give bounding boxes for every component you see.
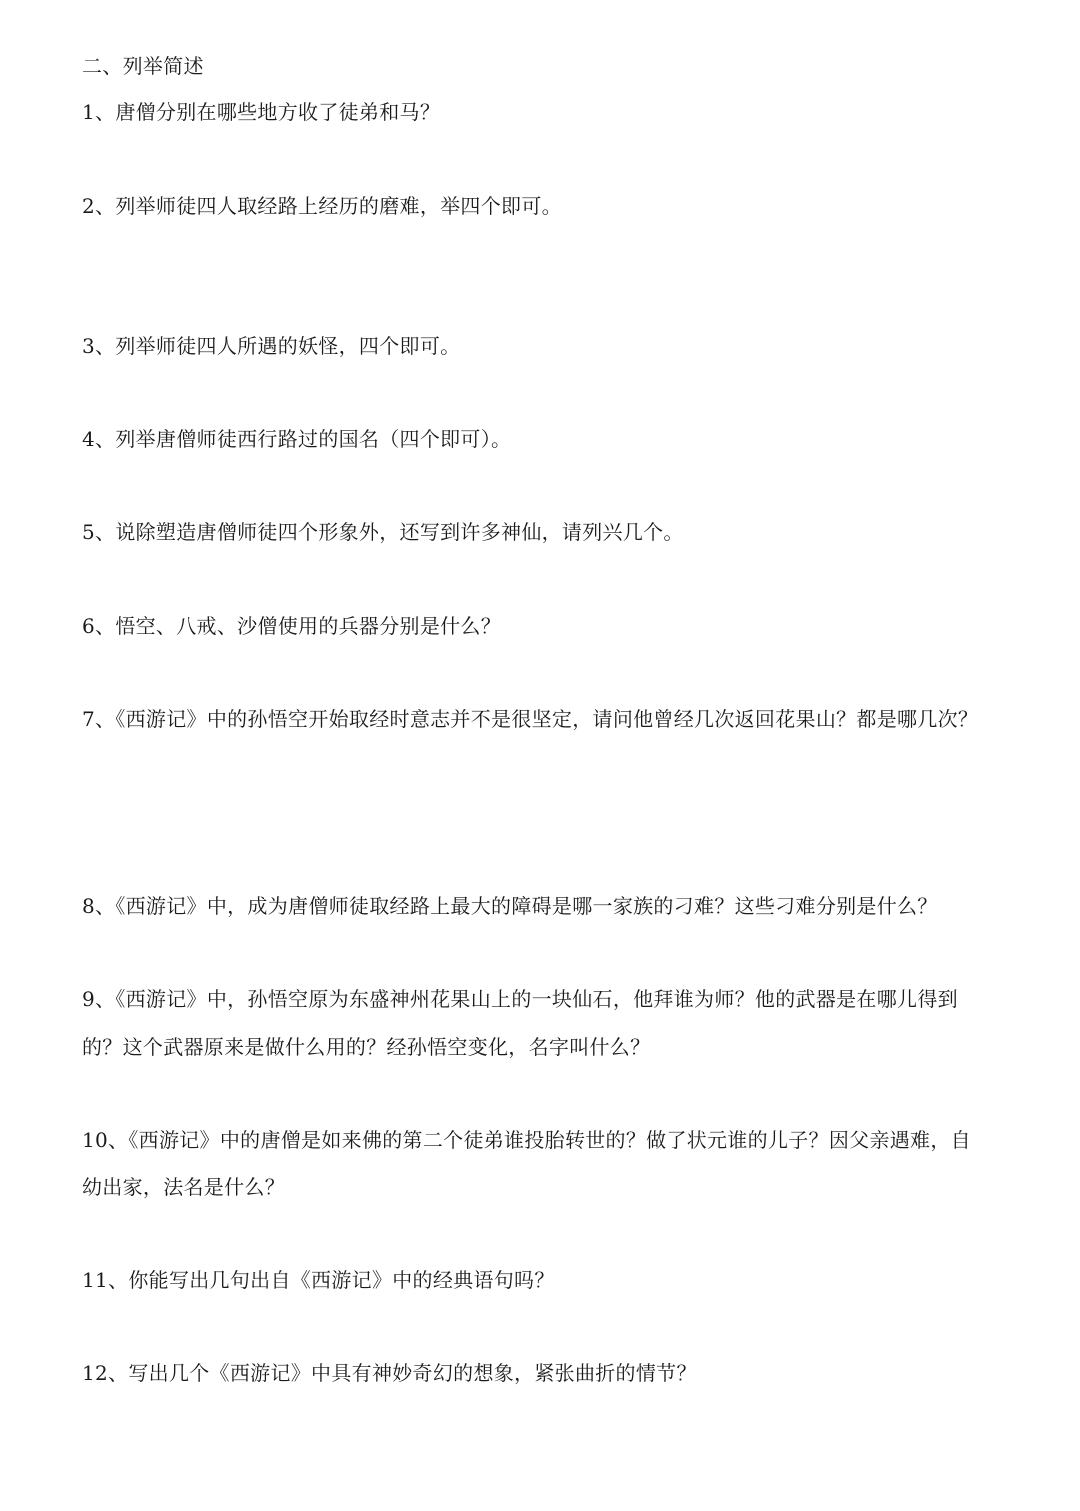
question-10-line-1: 10、《西游记》中的唐僧是如来佛的第二个徒弟谁投胎转世的？做了状元谁的儿子？因父亲遇难，自 (82, 1128, 971, 1152)
question-10-line-2: 幼出家，法名是什么？ (82, 1175, 285, 1199)
question-5: 5、说除塑造唐僧师徒四个形象外，还写到许多神仙，请列兴几个。 (82, 520, 684, 544)
question-3: 3、列举师徒四人所遇的妖怪，四个即可。 (82, 334, 461, 358)
question-6: 6、悟空、八戒、沙僧使用的兵器分别是什么？ (82, 614, 502, 638)
question-7: 7、《西游记》中的孙悟空开始取经时意志并不是很坚定，请问他曾经几次返回花果山？都是哪几次？ (82, 707, 979, 731)
question-11: 11、你能写出几句出自《西游记》中的经典语句吗？ (82, 1268, 555, 1292)
question-4: 4、列举唐僧师徒西行路过的国名（四个即可）。 (82, 427, 512, 451)
question-8: 8、《西游记》中，成为唐僧师徒取经路上最大的障碍是哪一家族的刁难？这些刁难分别是什么？ (82, 894, 938, 918)
question-9-line-1: 9、《西游记》中，孙悟空原为东盛神州花果山上的一块仙石，他拜谁为师？他的武器是在哪儿得到 (82, 987, 958, 1011)
question-1: 1、唐僧分别在哪些地方收了徒弟和马？ (82, 100, 441, 124)
question-9-line-2: 的？这个武器原来是做什么用的？经孙悟空变化，名字叫什么？ (82, 1035, 651, 1059)
question-12: 12、写出几个《西游记》中具有神妙奇幻的想象，紧张曲折的情节？ (82, 1361, 697, 1385)
question-2: 2、列举师徒四人取经路上经历的磨难，举四个即可。 (82, 194, 562, 218)
section-title: 二、列举简述 (82, 54, 204, 78)
